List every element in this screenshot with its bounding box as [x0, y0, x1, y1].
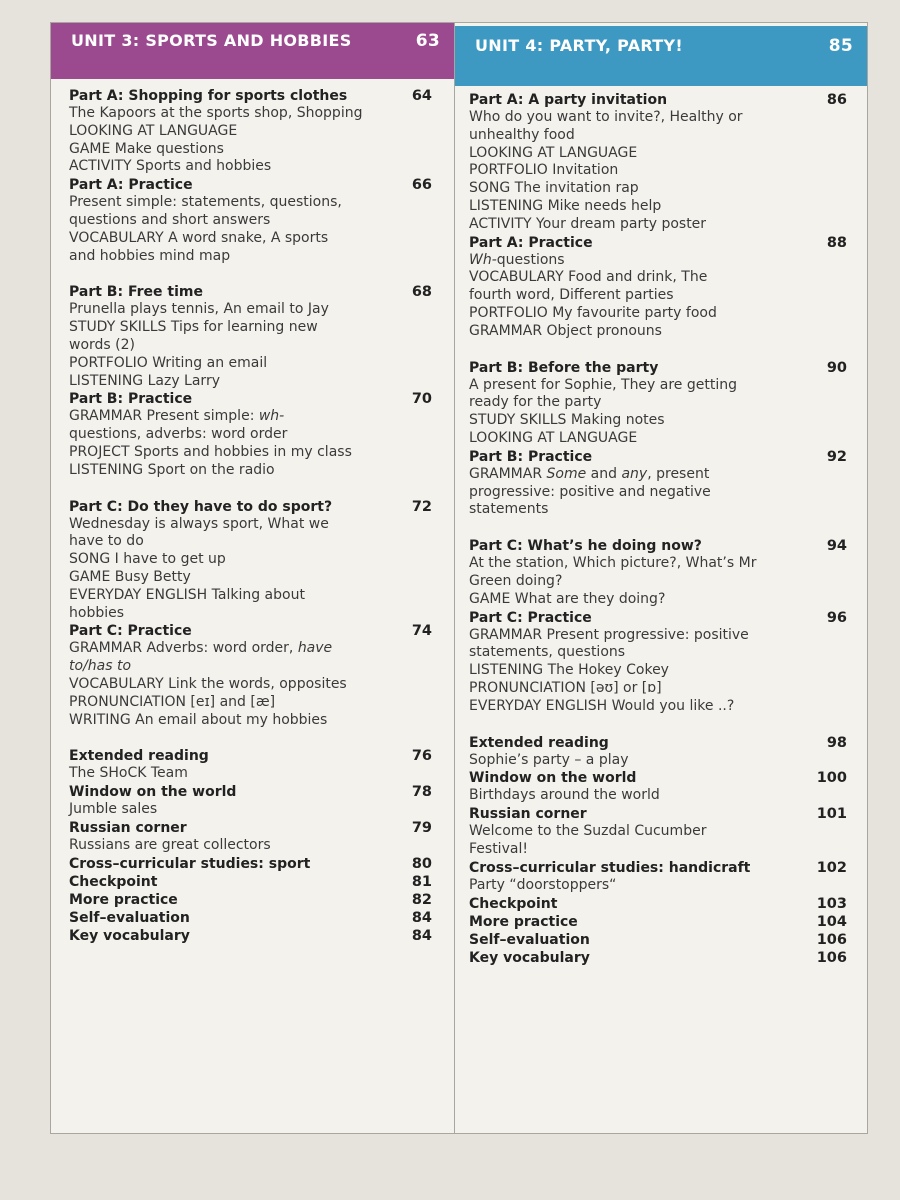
entry-title: Part B: Before the party — [469, 359, 659, 376]
contents-entry — [69, 747, 432, 783]
entry-description-line: The Kapoors at the sports shop, Shopping — [69, 105, 363, 121]
entry-description-line: questions, adverbs: word order — [69, 426, 288, 443]
section-gap — [69, 480, 432, 498]
entry-page-number: 88 — [826, 234, 847, 251]
entry-heading — [469, 931, 847, 949]
entry-page-number: 84 — [411, 909, 432, 926]
entry-title: Cross–curricular studies: sport — [69, 855, 311, 872]
entry-description-line: GAME What are they doing? — [469, 590, 666, 607]
entry-description-line: Present simple: statements, questions, — [69, 194, 342, 211]
unit-4-page: 85 — [828, 36, 853, 56]
entry-description-line: LISTENING Mike needs help — [469, 197, 662, 214]
entry-title: Part B: Practice — [69, 391, 193, 408]
entry-description-line: EVERYDAY ENGLISH Talking about — [69, 586, 305, 603]
entry-heading — [69, 498, 432, 516]
entry-page-number: 80 — [411, 855, 432, 872]
contents-entry — [69, 855, 432, 873]
unit-3-title: UNIT 3: SPORTS AND HOBBIES — [71, 31, 352, 50]
contents-entry — [69, 283, 432, 390]
contents-entry — [469, 609, 847, 716]
entry-description-line: Wh-questions — [469, 251, 565, 268]
unit-3-page: 63 — [415, 31, 440, 51]
entry-heading — [69, 873, 432, 891]
contents-entry — [469, 234, 847, 341]
contents-entry — [469, 931, 847, 949]
entry-page-number: 70 — [411, 391, 432, 408]
entry-description-line: statements — [469, 501, 549, 518]
entry-description-line: fourth word, Different parties — [469, 287, 674, 304]
entry-description-line: Green doing? — [469, 572, 563, 589]
entry-description-line: LOOKING AT LANGUAGE — [69, 122, 238, 139]
entry-description-line: SONG I have to get up — [69, 551, 226, 568]
entry-description-line: EVERYDAY ENGLISH Would you like ..? — [469, 697, 735, 714]
entry-heading — [69, 909, 432, 927]
entry-title: Russian corner — [69, 819, 187, 836]
entry-description-line: Who do you want to invite?, Healthy or — [469, 109, 743, 125]
entry-page-number: 103 — [816, 895, 847, 912]
entry-title: Checkpoint — [469, 895, 558, 912]
entry-page-number: 81 — [411, 873, 432, 890]
entry-page-number: 94 — [826, 538, 847, 555]
entry-heading — [469, 805, 847, 823]
contents-entry — [69, 176, 432, 265]
entry-title: Part A: Shopping for sports clothes — [69, 88, 348, 104]
entry-page-number: 66 — [411, 177, 432, 194]
entry-title: Part A: Practice — [69, 177, 193, 194]
entry-description-line: questions and short answers — [69, 211, 271, 228]
contents-entry — [469, 448, 847, 519]
entry-description-line: PORTFOLIO Invitation — [469, 162, 619, 179]
entry-description-line: PORTFOLIO My favourite party food — [469, 304, 717, 321]
entry-description-line: PRONUNCIATION [eɪ] and [æ] — [69, 693, 276, 710]
entry-title: More practice — [69, 891, 178, 908]
section-gap — [69, 265, 432, 283]
entry-page-number: 106 — [816, 931, 847, 948]
entry-title: Part B: Free time — [69, 284, 203, 301]
entry-description-line: At the station, Which picture?, What’s Mr — [469, 555, 757, 572]
entry-description-line: LOOKING AT LANGUAGE — [469, 429, 638, 446]
entry-title: Key vocabulary — [69, 927, 190, 944]
entry-page-number: 76 — [411, 748, 432, 765]
entry-description-line: PROJECT Sports and hobbies in my class — [69, 443, 352, 460]
entry-heading — [469, 91, 847, 109]
entry-title: Part C: What’s he doing now? — [469, 538, 702, 555]
entry-heading — [469, 234, 847, 252]
entry-page-number: 72 — [411, 498, 432, 515]
entry-description-line: Russians are great collectors — [69, 836, 271, 853]
entry-description-line: LISTENING Lazy Larry — [69, 372, 220, 389]
entry-title: Part C: Do they have to do sport? — [69, 498, 333, 515]
entry-heading — [469, 859, 847, 877]
entry-title: Cross–curricular studies: handicraft — [469, 859, 751, 876]
entry-title: Part B: Practice — [469, 448, 593, 465]
entry-heading — [469, 609, 847, 627]
entry-heading — [469, 359, 847, 377]
entry-description-line: GRAMMAR Present progressive: positive — [469, 626, 749, 643]
entry-heading — [69, 819, 432, 837]
entry-description-line: words (2) — [69, 336, 135, 353]
entry-description-line: progressive: positive and negative — [469, 483, 711, 500]
contents-entry — [469, 359, 847, 448]
entry-heading — [69, 891, 432, 909]
entry-description-line: The SHoCK Team — [69, 765, 188, 782]
entry-title: Checkpoint — [69, 873, 158, 890]
entry-description-line: GRAMMAR Some and any, present — [469, 465, 710, 482]
entry-description-line: Jumble sales — [69, 801, 158, 818]
entry-description-line: ACTIVITY Sports and hobbies — [69, 158, 272, 175]
unit-4-entries — [455, 86, 867, 967]
entry-description-line: Welcome to the Suzdal Cucumber — [469, 823, 707, 840]
entry-heading — [69, 390, 432, 408]
entry-heading — [69, 855, 432, 873]
entry-heading — [469, 448, 847, 466]
entry-description-line: STUDY SKILLS Making notes — [469, 412, 665, 429]
entry-description-line: A present for Sophie, They are getting — [469, 376, 738, 393]
entry-description-line: Sophie’s party – a play — [469, 751, 629, 768]
entry-description-line: LOOKING AT LANGUAGE — [469, 144, 638, 161]
entry-title: Self–evaluation — [69, 909, 190, 926]
entry-heading — [469, 949, 847, 967]
entry-title: Part C: Practice — [69, 623, 192, 640]
unit-4-header — [455, 26, 867, 86]
entry-description-line: GRAMMAR Present simple: wh- — [69, 408, 285, 425]
entry-heading — [469, 734, 847, 752]
entry-title: Russian corner — [469, 806, 587, 823]
entry-title: Part C: Practice — [469, 609, 592, 626]
entry-title: Self–evaluation — [469, 931, 590, 948]
entry-page-number: 100 — [816, 770, 847, 787]
entry-description-line: GAME Make questions — [69, 140, 224, 157]
entry-heading — [69, 622, 432, 640]
contents-page — [50, 22, 868, 1134]
entry-description-line: SONG The invitation rap — [469, 180, 639, 197]
entry-heading — [69, 927, 432, 945]
entry-title: More practice — [469, 913, 578, 930]
contents-entry — [69, 909, 432, 927]
entry-page-number: 101 — [816, 806, 847, 823]
section-gap — [69, 729, 432, 747]
entry-description-line: unhealthy food — [469, 126, 575, 143]
entry-page-number: 96 — [826, 609, 847, 626]
entry-heading — [69, 783, 432, 801]
entry-heading — [69, 747, 432, 765]
entry-description-line: Wednesday is always sport, What we — [69, 515, 329, 532]
entry-description-line: LISTENING Sport on the radio — [69, 461, 275, 478]
contents-entry — [69, 819, 432, 855]
section-gap — [469, 716, 847, 734]
contents-entry — [69, 927, 432, 945]
contents-entry — [469, 734, 847, 770]
entry-page-number: 92 — [826, 448, 847, 465]
entry-page-number: 98 — [826, 734, 847, 751]
entry-title: Window on the world — [69, 784, 237, 801]
entry-description-line: ACTIVITY Your dream party poster — [469, 215, 707, 232]
entry-description-line: Party “doorstoppers“ — [469, 876, 617, 893]
contents-entry — [469, 805, 847, 859]
entry-description-line: GAME Busy Betty — [69, 568, 191, 585]
unit-3-entries — [51, 79, 454, 945]
unit-4-column — [455, 23, 867, 1133]
entry-page-number: 84 — [411, 927, 432, 944]
contents-entry — [69, 873, 432, 891]
section-gap — [469, 519, 847, 537]
entry-page-number: 102 — [816, 859, 847, 876]
entry-description-line: Festival! — [469, 840, 528, 857]
entry-page-number: 106 — [816, 949, 847, 966]
contents-entry — [69, 783, 432, 819]
entry-description-line: ready for the party — [469, 394, 602, 411]
entry-title: Extended reading — [469, 734, 609, 751]
entry-description-line: Prunella plays tennis, An email to Jay — [69, 301, 329, 318]
entry-description-line: GRAMMAR Object pronouns — [469, 322, 662, 339]
contents-entry — [69, 498, 432, 623]
contents-entry — [469, 769, 847, 805]
entry-heading — [69, 283, 432, 301]
contents-entry — [469, 949, 847, 967]
entry-page-number: 64 — [411, 88, 432, 104]
entry-heading — [469, 537, 847, 555]
entry-page-number: 86 — [826, 92, 847, 108]
entry-heading — [469, 895, 847, 913]
entry-description-line: VOCABULARY Link the words, opposites — [69, 675, 347, 692]
entry-heading — [69, 87, 432, 105]
entry-description-line: statements, questions — [469, 644, 626, 661]
contents-entry — [469, 91, 847, 234]
entry-page-number: 104 — [816, 913, 847, 930]
entry-description-line: Birthdays around the world — [469, 787, 660, 804]
entry-page-number: 78 — [411, 784, 432, 801]
contents-entry — [469, 859, 847, 895]
entry-page-number: 79 — [411, 819, 432, 836]
contents-entry — [69, 390, 432, 479]
entry-title: Key vocabulary — [469, 949, 590, 966]
entry-heading — [469, 913, 847, 931]
entry-title: Window on the world — [469, 770, 637, 787]
entry-description-line: PRONUNCIATION [əʊ] or [ɒ] — [469, 679, 662, 696]
entry-page-number: 68 — [411, 284, 432, 301]
contents-entry — [469, 895, 847, 913]
entry-description-line: hobbies — [69, 604, 125, 621]
unit-3-column — [51, 23, 455, 1133]
entry-page-number: 90 — [826, 359, 847, 376]
entry-description-line: to/has to — [69, 658, 132, 675]
contents-entry — [69, 87, 432, 176]
entry-description-line: LISTENING The Hokey Cokey — [469, 662, 669, 679]
entry-title: Part A: Practice — [469, 234, 593, 251]
contents-entry — [469, 913, 847, 931]
entry-description-line: WRITING An email about my hobbies — [69, 711, 328, 728]
section-gap — [469, 341, 847, 359]
entry-title: Part A: A party invitation — [469, 92, 668, 108]
contents-entry — [469, 537, 847, 608]
entry-heading — [69, 176, 432, 194]
entry-heading — [469, 769, 847, 787]
entry-description-line: VOCABULARY Food and drink, The — [469, 269, 708, 286]
contents-entry — [69, 622, 432, 729]
entry-description-line: have to do — [69, 533, 144, 550]
entry-page-number: 74 — [411, 623, 432, 640]
entry-description-line: and hobbies mind map — [69, 247, 231, 264]
entry-page-number: 82 — [411, 891, 432, 908]
unit-3-header — [51, 23, 454, 79]
entry-description-line: STUDY SKILLS Tips for learning new — [69, 319, 318, 336]
entry-title: Extended reading — [69, 748, 209, 765]
entry-description-line: GRAMMAR Adverbs: word order, have — [69, 640, 333, 657]
entry-description-line: PORTFOLIO Writing an email — [69, 354, 268, 371]
contents-entry — [69, 891, 432, 909]
unit-4-title: UNIT 4: PARTY, PARTY! — [475, 36, 684, 55]
entry-description-line: VOCABULARY A word snake, A sports — [69, 229, 329, 246]
